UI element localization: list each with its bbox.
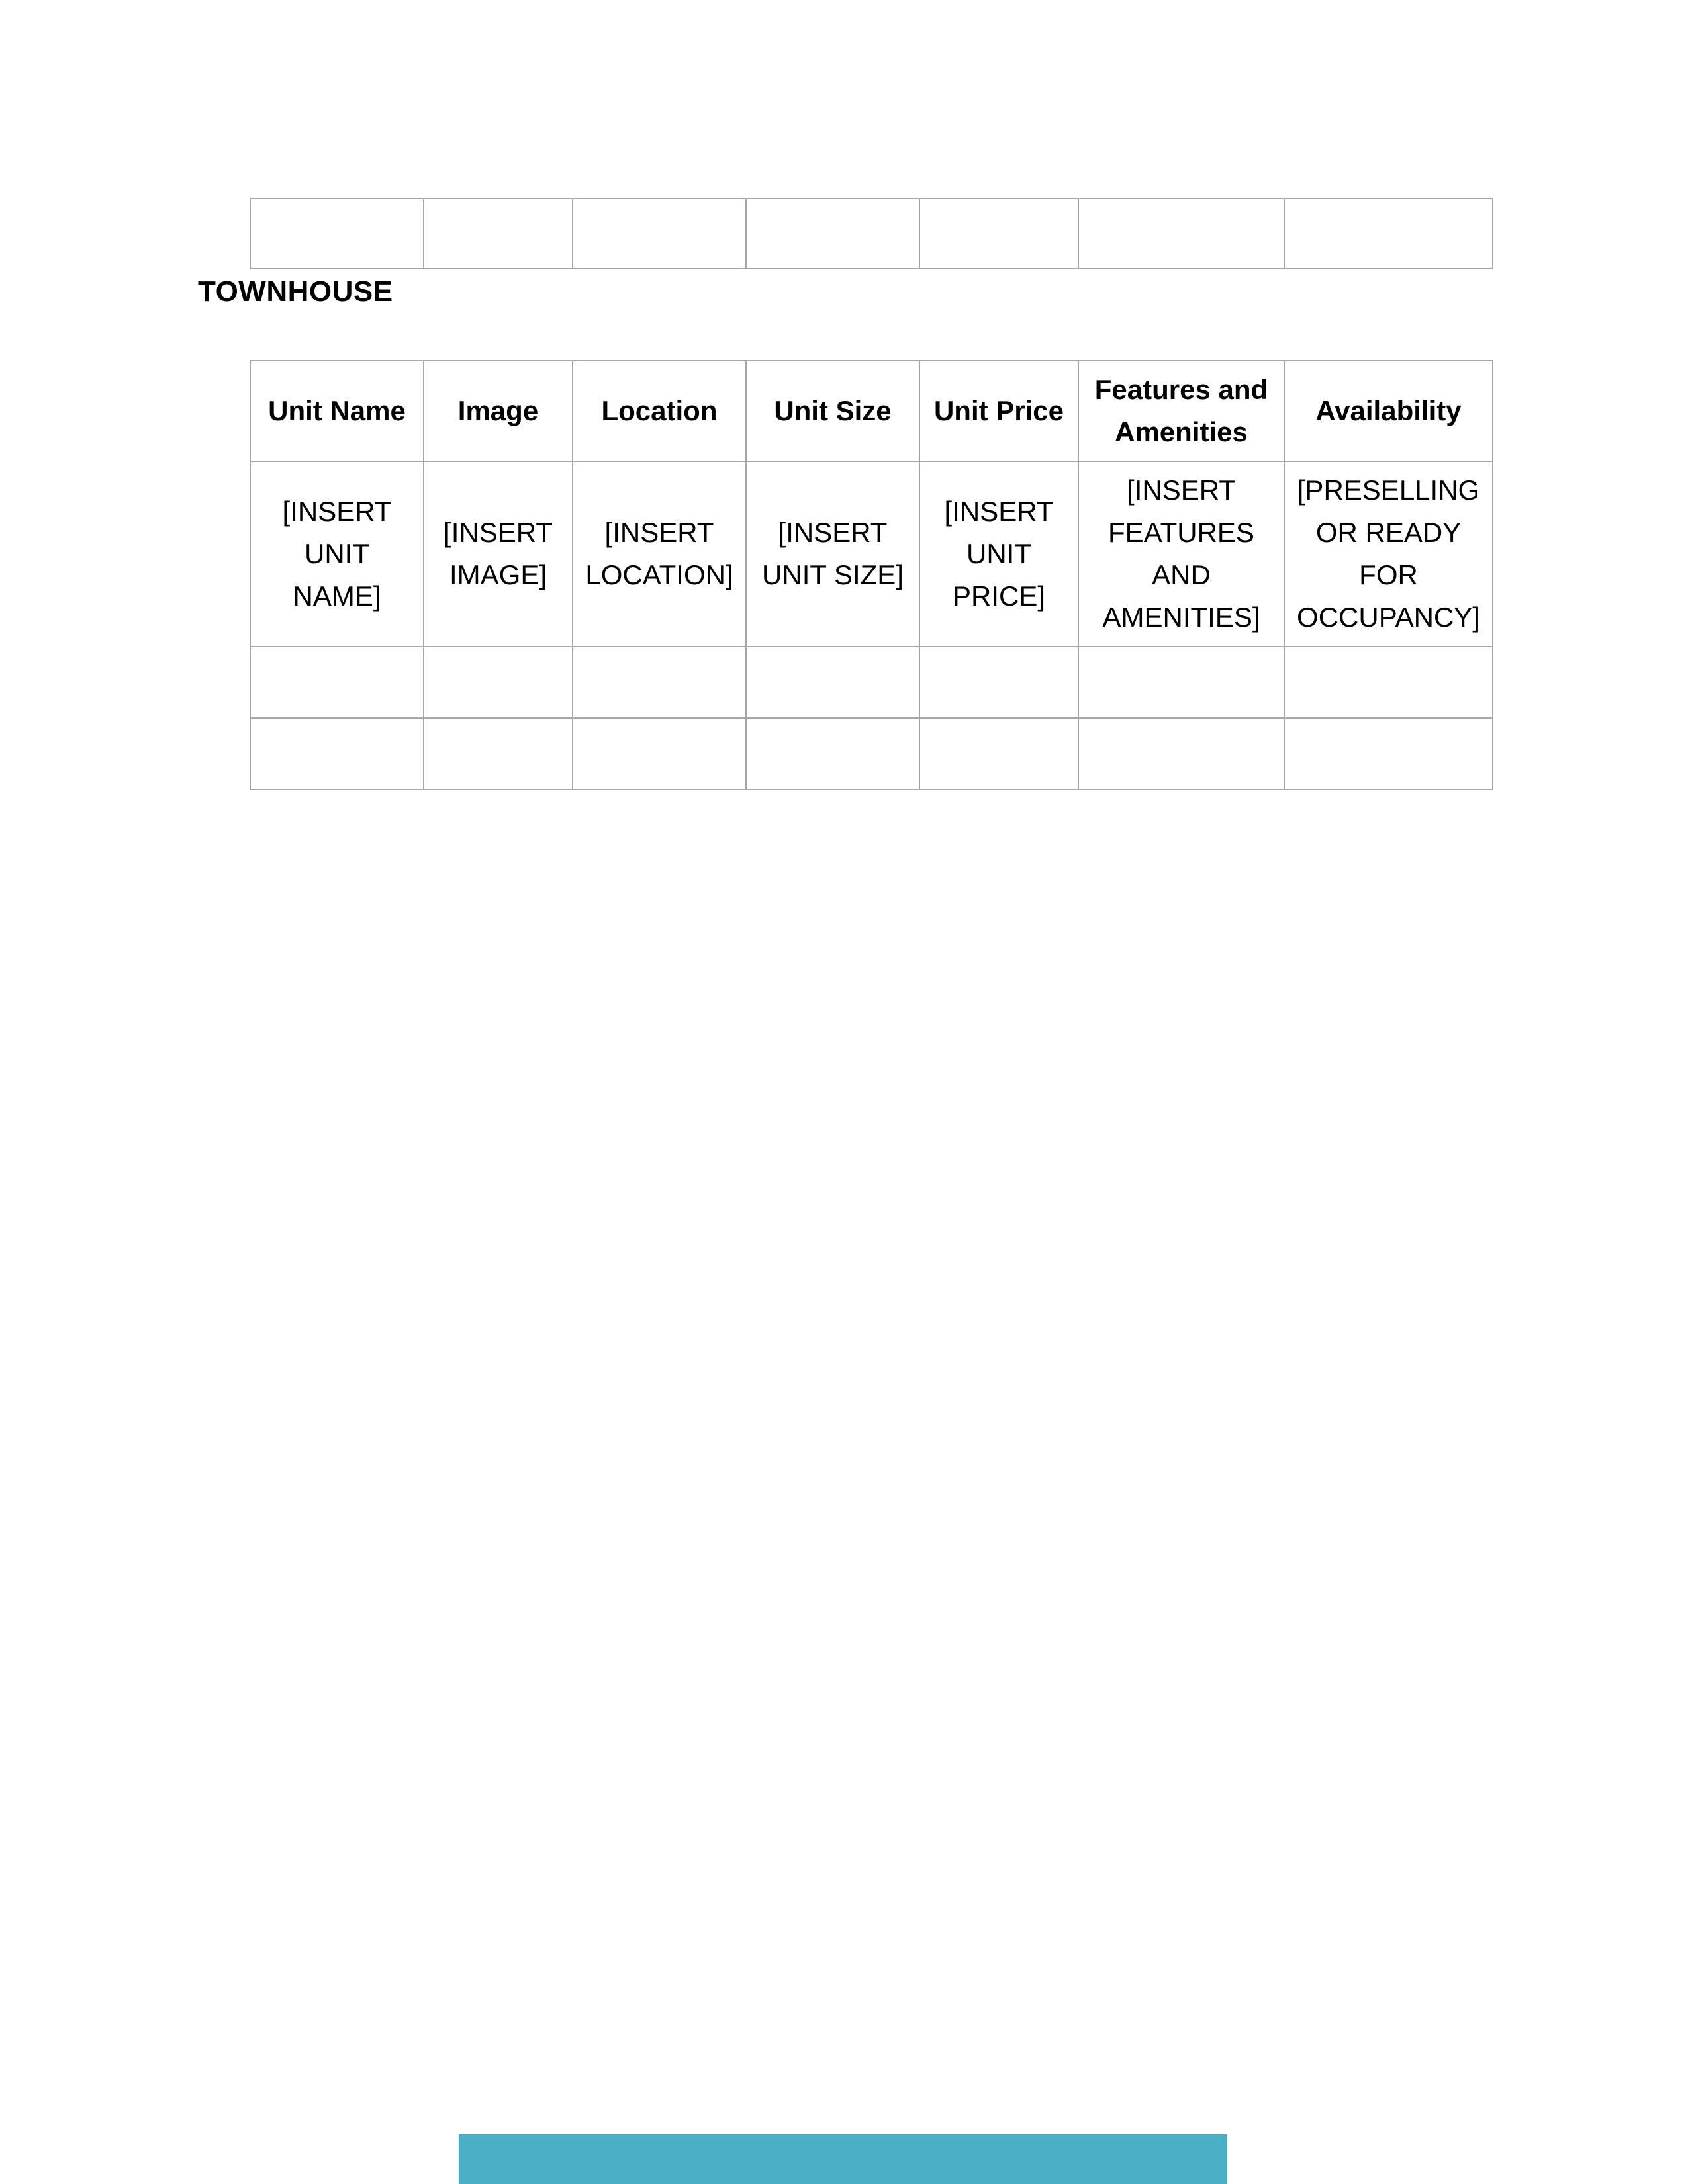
table-cell bbox=[1078, 718, 1284, 790]
table-header-row bbox=[250, 361, 1493, 461]
table-cell bbox=[424, 647, 573, 718]
townhouse-units-table bbox=[250, 360, 1493, 790]
column-header-unit-size: Unit Size bbox=[746, 361, 919, 461]
table-cell bbox=[573, 647, 746, 718]
table-cell bbox=[250, 718, 424, 790]
table-cell bbox=[1284, 718, 1493, 790]
table-row-empty bbox=[250, 647, 1493, 718]
table-cell bbox=[919, 718, 1078, 790]
table-cell bbox=[424, 199, 573, 269]
column-header-features-amenities: Features and Amenities bbox=[1078, 361, 1284, 461]
section-heading: TOWNHOUSE bbox=[198, 275, 393, 308]
column-header-unit-price: Unit Price bbox=[919, 361, 1078, 461]
cell-availability: [PRESELLING OR READY FOR OCCUPANCY] bbox=[1284, 461, 1493, 647]
table-cell bbox=[746, 199, 919, 269]
cell-unit-size: [INSERT UNIT SIZE] bbox=[746, 461, 919, 647]
table-row bbox=[250, 199, 1493, 269]
table-cell bbox=[573, 199, 746, 269]
column-header-availability: Availability bbox=[1284, 361, 1493, 461]
table-cell bbox=[250, 647, 424, 718]
column-header-location: Location bbox=[573, 361, 746, 461]
cell-unit-price: [INSERT UNIT PRICE] bbox=[919, 461, 1078, 647]
column-header-unit-name: Unit Name bbox=[250, 361, 424, 461]
table-row bbox=[250, 461, 1493, 647]
table-cell bbox=[1284, 199, 1493, 269]
previous-table-empty-row bbox=[250, 198, 1493, 269]
table-cell bbox=[424, 718, 573, 790]
table-cell bbox=[919, 647, 1078, 718]
table-cell bbox=[1078, 199, 1284, 269]
table-cell bbox=[1284, 647, 1493, 718]
cell-location: [INSERT LOCATION] bbox=[573, 461, 746, 647]
table-cell bbox=[250, 199, 424, 269]
column-header-image: Image bbox=[424, 361, 573, 461]
table-cell bbox=[746, 647, 919, 718]
table-cell bbox=[1078, 647, 1284, 718]
footer-accent-bar bbox=[459, 2134, 1227, 2184]
table-cell bbox=[573, 718, 746, 790]
table-row-empty bbox=[250, 718, 1493, 790]
table-cell bbox=[919, 199, 1078, 269]
table-cell bbox=[746, 718, 919, 790]
cell-image: [INSERT IMAGE] bbox=[424, 461, 573, 647]
cell-unit-name: [INSERT UNIT NAME] bbox=[250, 461, 424, 647]
cell-features-amenities: [INSERT FEATURES AND AMENITIES] bbox=[1078, 461, 1284, 647]
